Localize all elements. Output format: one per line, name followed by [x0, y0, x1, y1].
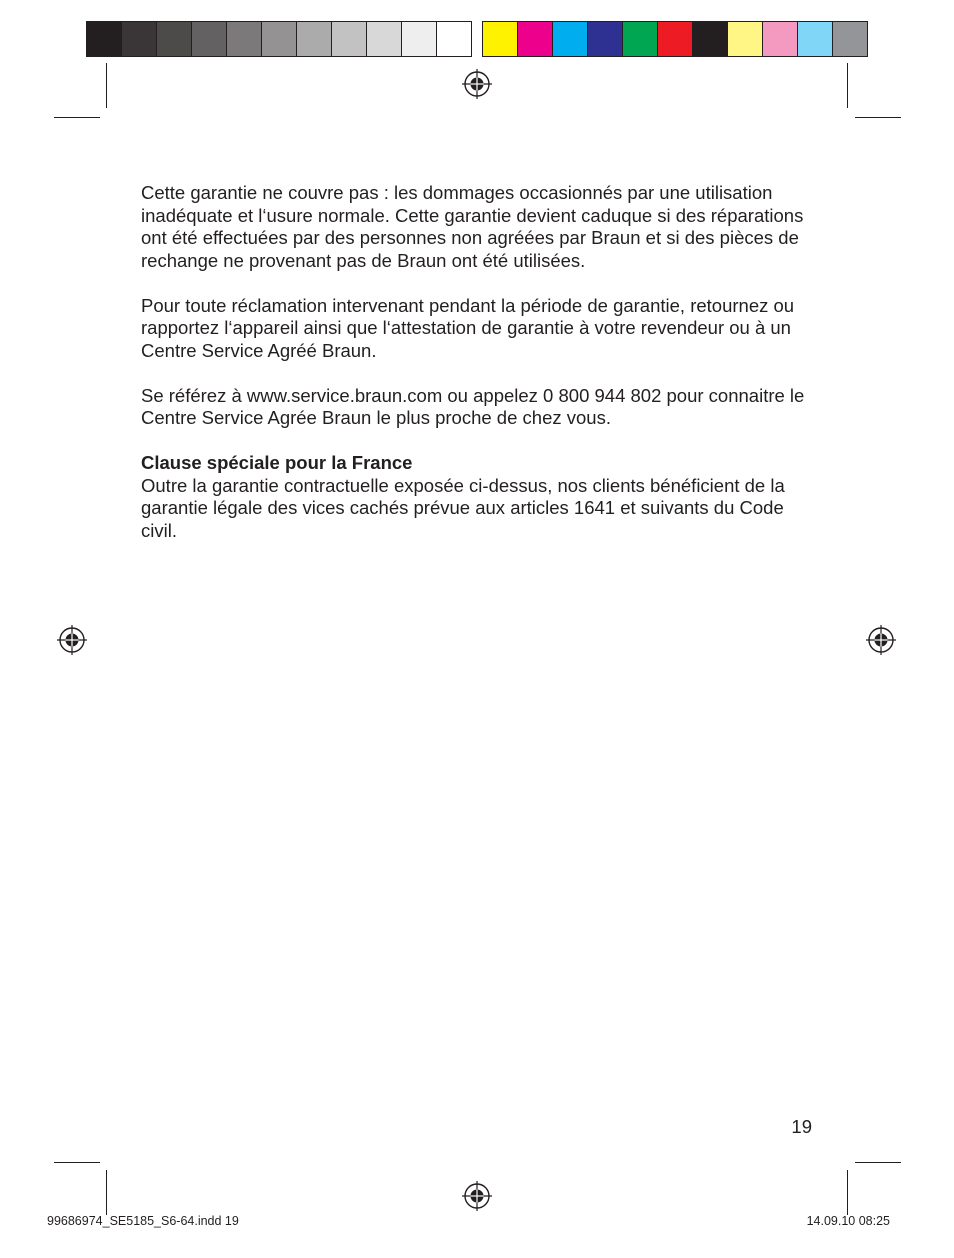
paragraph-exclusions: Cette garantie ne couvre pas : les dommages occasionnés par une utilisation inadéquate et l‘usure normale. Cette garantie devient caduque si des réparations ont été effectuées par des personnes non agréées par Braun et si des pièces de rechange ne provenant pas de Braun ont été utilisées. [141, 182, 804, 271]
crop-mark [54, 117, 100, 118]
color-swatch [367, 22, 402, 56]
color-swatch [553, 22, 588, 56]
registration-mark-icon [462, 69, 492, 99]
color-swatch [227, 22, 262, 56]
registration-mark-icon [462, 1181, 492, 1211]
color-swatch [798, 22, 833, 56]
color-swatch [262, 22, 297, 56]
paragraph-legal-guarantee: Outre la garantie contractuelle exposée ci-dessus, nos clients bénéficient de la garantie légale des vices cachés prévue aux articles 1641 et suivants du Code civil. [141, 474, 785, 541]
slug-datetime: 14.09.10 08:25 [806, 1214, 890, 1228]
crop-mark [106, 63, 107, 108]
color-swatch [763, 22, 798, 56]
color-swatch [518, 22, 553, 56]
color-swatch [658, 22, 693, 56]
color-swatch [87, 22, 122, 56]
crop-mark [54, 1162, 100, 1163]
crop-mark [847, 63, 848, 108]
color-swatch [122, 22, 157, 56]
registration-mark-icon [866, 625, 896, 655]
color-swatch [483, 22, 518, 56]
color-swatch [693, 22, 728, 56]
registration-mark-icon [57, 625, 87, 655]
color-swatch [728, 22, 763, 56]
color-swatch [332, 22, 367, 56]
slug-filename: 99686974_SE5185_S6-64.indd 19 [47, 1214, 239, 1228]
cmyk-color-bar [482, 21, 868, 57]
color-swatch [437, 22, 471, 56]
crop-mark [106, 1170, 107, 1215]
crop-mark [855, 117, 901, 118]
color-swatch [297, 22, 332, 56]
paragraph-service-contact: Se référez à www.service.braun.com ou appelez 0 800 944 802 pour connaitre le Centre Service Agrée Braun le plus proche de chez vous. [141, 384, 805, 428]
paragraph-claims: Pour toute réclamation intervenant pendant la période de garantie, retournez ou rapportez l‘appareil ainsi que l‘attestation de garantie à votre revendeur ou à un Centre Service Agréé Braun. [141, 294, 795, 361]
color-swatch [402, 22, 437, 56]
crop-mark [847, 1170, 848, 1215]
grayscale-color-bar [86, 21, 472, 57]
color-swatch [192, 22, 227, 56]
page-number: 19 [791, 1116, 812, 1137]
color-swatch [588, 22, 623, 56]
color-swatch [157, 22, 192, 56]
color-swatch [833, 22, 867, 56]
color-swatch [623, 22, 658, 56]
crop-mark [855, 1162, 901, 1163]
warranty-text [141, 182, 821, 565]
section-heading: Clause spéciale pour la France [141, 452, 413, 473]
